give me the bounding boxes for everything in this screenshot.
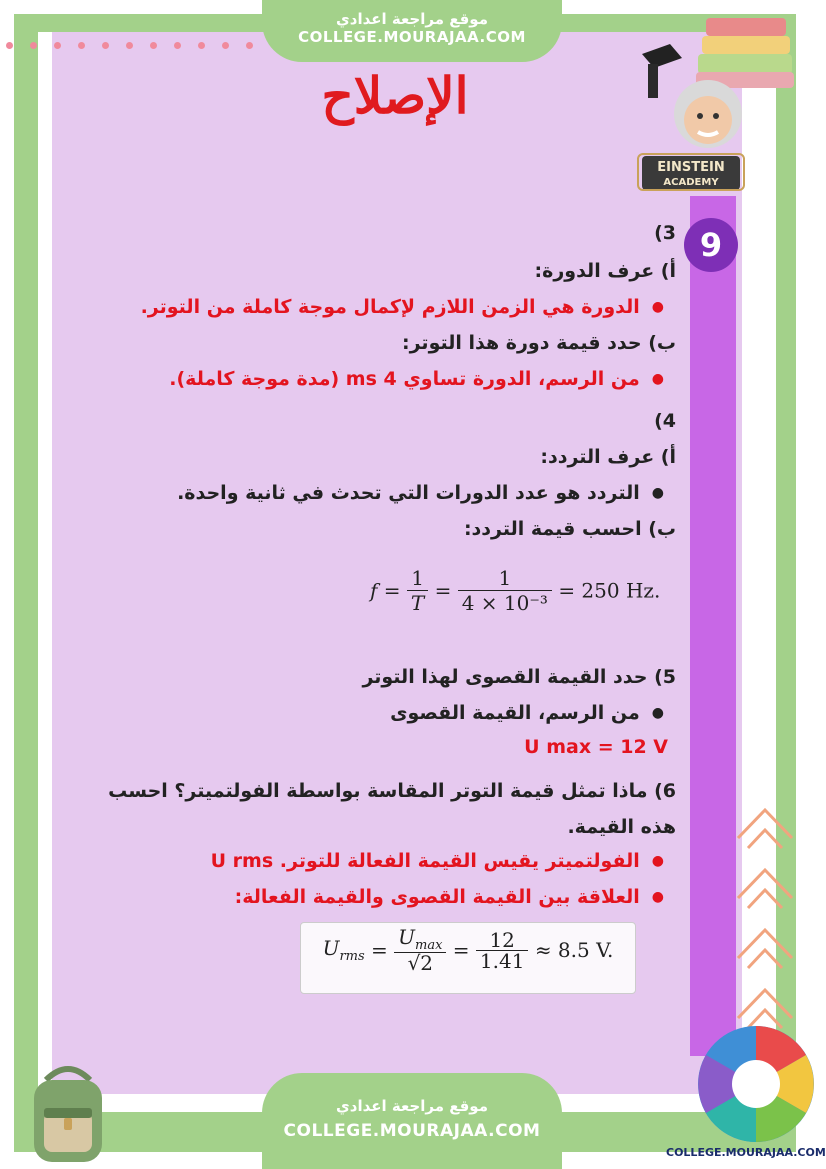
decor-dots — [4, 42, 264, 62]
frequency-formula — [370, 566, 660, 615]
formula-u-n1: $U_{max}$ — [394, 927, 446, 953]
q3-number: 3) — [654, 222, 676, 244]
einstein-academy-logo — [636, 16, 806, 194]
subjects-wheel-icon — [694, 1022, 818, 1146]
wheel-caption-url[interactable]: COLLEGE.MOURAJAA.COM — [666, 1146, 826, 1159]
formula-f-eq: = — [434, 578, 452, 603]
formula-u-lhs: $U_{rms}$ — [322, 935, 365, 964]
site-url[interactable]: COLLEGE.MOURAJAA.COM — [298, 28, 526, 46]
formula-f-rhs: = 250 Hz. — [558, 578, 661, 603]
q4a-question: أ) عرف التردد: — [540, 446, 676, 468]
q3b-answer: ● من الرسم، الدورة تساوي 4 ms (مدة موجة كاملة). — [169, 368, 664, 390]
q5-answer: ● من الرسم، القيمة القصوى — [390, 702, 664, 724]
formula-u-rhs: ≈ 8.5 V. — [534, 938, 614, 962]
formula-u-d2: 1.41 — [479, 948, 525, 973]
site-footer — [262, 1073, 562, 1169]
site-name: موقع مراجعة اعدادي — [336, 10, 488, 28]
q6-answer1: ● الفولتميتر يقيس القيمة الفعالة للتوتر. U rms — [211, 850, 664, 872]
q5-value: U max = 12 V — [524, 736, 668, 758]
q6-question-line2: هذه القيمة. — [567, 816, 676, 838]
q3a-question: أ) عرف الدورة: — [534, 260, 676, 282]
q5-question: 5) حدد القيمة القصوى لهذا التوتر — [362, 666, 676, 688]
site-header — [262, 0, 562, 62]
page-title: الإصلاح — [321, 66, 469, 125]
q4b-question: ب) احسب قيمة التردد: — [463, 518, 676, 540]
footer-site-url[interactable]: COLLEGE.MOURAJAA.COM — [283, 1121, 541, 1141]
q4a-answer: ● التردد هو عدد الدورات التي تحدث في ثانية واحدة. — [177, 482, 664, 504]
q3b-question: ب) حدد قيمة دورة هذا التوتر: — [402, 332, 676, 354]
formula-f-lhs: f = — [370, 578, 401, 603]
q6-question-line1: 6) ماذا تمثل قيمة التوتر المقاسة بواسطة الفولتميتر؟ احسب — [108, 780, 676, 802]
q6-answer2: ● العلاقة بين القيمة القصوى والقيمة الفعالة: — [235, 886, 664, 908]
formula-u-n2: 12 — [476, 930, 529, 951]
logo-line2: ACADEMY — [663, 177, 719, 188]
formula-u-eq2: = — [452, 938, 470, 962]
page-number-badge: 9 — [684, 218, 738, 272]
formula-f-n2: 1 — [458, 566, 552, 591]
formula-u-d1: √2 — [407, 951, 434, 975]
formula-f-n1: 1 — [407, 566, 428, 591]
q4-number: 4) — [654, 410, 676, 432]
formula-u-eq: = — [371, 938, 388, 962]
q3a-answer: ● الدورة هي الزمن اللازم لإكمال موجة كاملة من التوتر. — [141, 296, 664, 318]
formula-f-d2: 4 × 10⁻³ — [461, 591, 548, 615]
footer-site-name: موقع مراجعة اعدادي — [336, 1097, 488, 1115]
backpack-icon — [18, 1058, 118, 1166]
rms-formula — [300, 922, 636, 994]
logo-line1: EINSTEIN — [657, 160, 725, 175]
formula-f-d1: T — [410, 591, 425, 615]
